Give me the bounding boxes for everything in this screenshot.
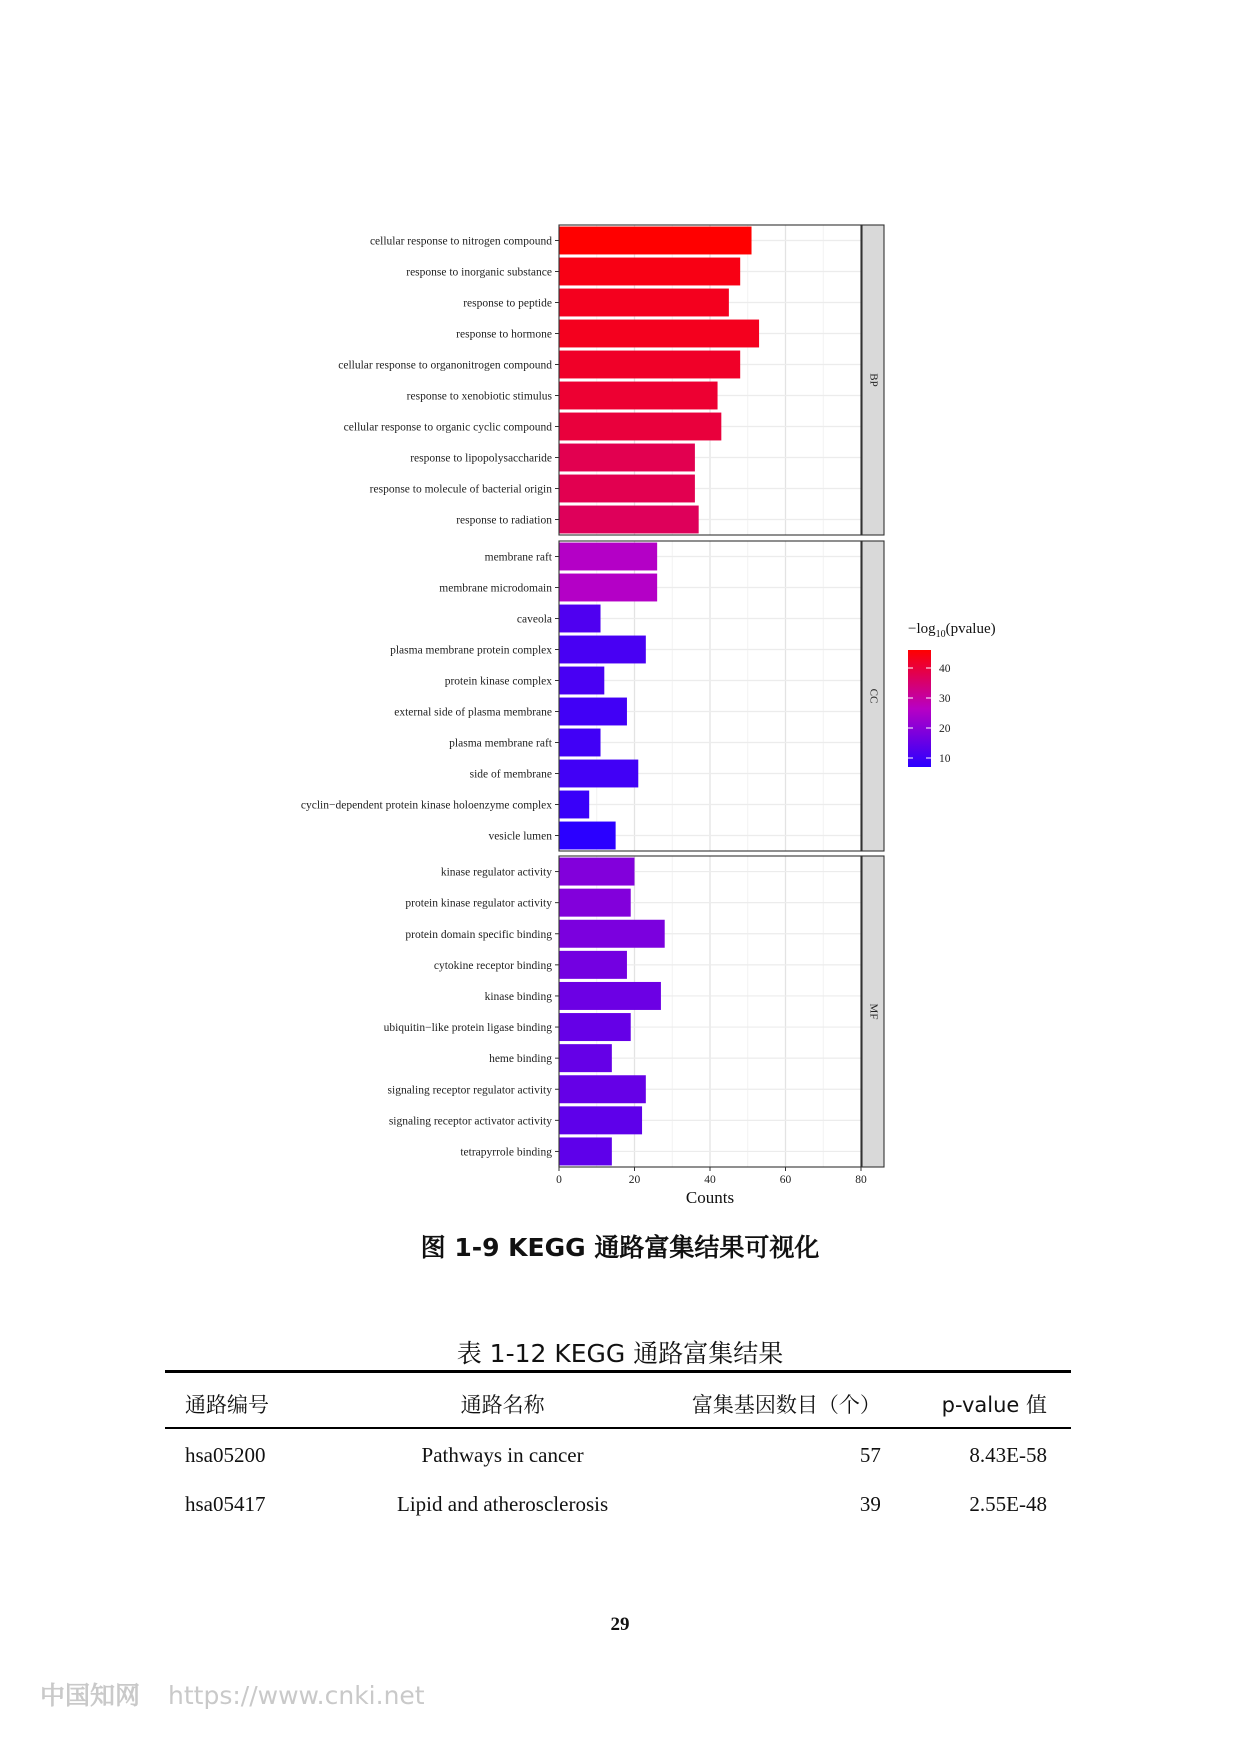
kegg-result-table: [165, 1370, 1071, 1537]
legend-tick-label: 10: [939, 753, 951, 765]
bar-mf: [559, 1075, 646, 1103]
bar-mf: [559, 1137, 612, 1165]
bar-bp: [559, 382, 718, 410]
figure-caption: 图 1-9 KEGG 通路富集结果可视化: [420, 1233, 820, 1262]
bar-cc: [559, 667, 604, 695]
legend-tick-label: 40: [939, 663, 951, 675]
x-tick-label: 40: [704, 1174, 716, 1186]
category-label: protein kinase complex: [444, 675, 552, 688]
table-row: [165, 1478, 1071, 1537]
category-label: side of membrane: [469, 768, 552, 781]
bar-bp: [559, 258, 740, 286]
bar-mf: [559, 1106, 642, 1134]
bar-cc: [559, 791, 589, 819]
bar-mf: [559, 982, 661, 1010]
bar-bp: [559, 351, 740, 379]
category-label: external side of plasma membrane: [394, 706, 552, 719]
bar-mf: [559, 920, 665, 948]
category-label: membrane raft: [484, 551, 552, 564]
category-label: cytokine receptor binding: [433, 959, 552, 972]
header-pathway-id: 通路编号: [165, 1372, 343, 1429]
table-row: [165, 1428, 1071, 1478]
bar-mf: [559, 951, 627, 979]
watermark-url: https://www.cnki.net: [168, 1681, 425, 1710]
legend-tick-label: 20: [939, 723, 951, 735]
bar-cc: [559, 543, 657, 571]
bar-cc: [559, 822, 616, 850]
category-label: signaling receptor regulator activity: [387, 1084, 552, 1097]
x-tick-label: 0: [556, 1174, 562, 1186]
category-label: response to inorganic substance: [406, 266, 552, 279]
category-label: membrane microdomain: [439, 582, 552, 595]
category-label: signaling receptor activator activity: [388, 1115, 552, 1128]
bar-bp: [559, 506, 699, 534]
category-label: response to hormone: [456, 328, 552, 341]
bar-bp: [559, 227, 752, 255]
header-p-value: p-value 值: [901, 1372, 1071, 1429]
legend-title: [908, 621, 996, 640]
legend-title-main: −log: [908, 621, 936, 637]
category-label: cellular response to nitrogen compound: [369, 235, 552, 248]
cell-gene-count: 39: [859, 1492, 881, 1516]
bar-mf: [559, 858, 635, 886]
facet-label: CC: [867, 688, 880, 704]
bar-cc: [559, 698, 627, 726]
category-label: response to peptide: [463, 297, 552, 310]
cell-pathway-id: hsa05417: [185, 1492, 266, 1516]
bar-bp: [559, 475, 695, 503]
legend-tick-label: 30: [939, 693, 951, 705]
cell-p-value: 8.43E-58: [969, 1443, 1047, 1467]
cell-pathway-name: Pathways in cancer: [421, 1443, 584, 1467]
cell-pathway-name: Lipid and atherosclerosis: [397, 1492, 609, 1516]
x-tick-label: 20: [628, 1174, 641, 1186]
category-label: plasma membrane protein complex: [390, 644, 552, 657]
cell-p-value: 2.55E-48: [969, 1492, 1047, 1516]
category-label: plasma membrane raft: [449, 737, 552, 750]
category-label: response to xenobiotic stimulus: [406, 390, 552, 403]
category-label: caveola: [516, 613, 552, 626]
header-gene-count: 富集基因数目（个）: [663, 1372, 901, 1429]
watermark-brand: 中国知网: [40, 1681, 141, 1710]
category-label: protein kinase regulator activity: [405, 897, 552, 910]
category-label: cellular response to organonitrogen compound: [338, 359, 552, 372]
cnki-watermark: [40, 1676, 425, 1712]
x-tick-label: 60: [779, 1174, 792, 1186]
bar-mf: [559, 1013, 631, 1041]
bar-mf: [559, 1044, 612, 1072]
facet-label: MF: [867, 1003, 880, 1020]
category-label: heme binding: [489, 1053, 552, 1066]
page-number: 29: [610, 1614, 630, 1635]
legend-title-subscript: 10: [935, 629, 946, 640]
x-axis-label: Counts: [685, 1188, 735, 1207]
table-title: 表 1-12 KEGG 通路富集结果: [456, 1339, 784, 1368]
category-label: cellular response to organic cyclic compound: [343, 421, 552, 434]
category-label: response to radiation: [456, 514, 552, 527]
cell-gene-count: 57: [859, 1443, 881, 1467]
bar-bp: [559, 444, 695, 472]
category-label: kinase regulator activity: [440, 866, 552, 879]
category-label: response to lipopolysaccharide: [410, 452, 552, 465]
category-label: kinase binding: [484, 990, 552, 1003]
category-label: vesicle lumen: [488, 830, 552, 843]
x-tick-label: 80: [855, 1174, 867, 1186]
category-label: tetrapyrrole binding: [460, 1146, 552, 1159]
bar-bp: [559, 289, 729, 317]
bar-cc: [559, 574, 657, 602]
bar-cc: [559, 729, 601, 757]
bar-bp: [559, 320, 759, 348]
bar-cc: [559, 760, 638, 788]
legend-title-tail: (pvalue): [945, 621, 996, 637]
table-header-row: [165, 1372, 1071, 1429]
header-pathway-name: 通路名称: [343, 1372, 663, 1429]
category-label: ubiquitin−like protein ligase binding: [383, 1022, 552, 1035]
bar-mf: [559, 889, 631, 917]
bar-cc: [559, 636, 646, 664]
category-label: response to molecule of bacterial origin: [369, 483, 552, 496]
category-label: protein domain specific binding: [405, 928, 552, 941]
bar-cc: [559, 605, 601, 633]
facet-label: BP: [867, 373, 880, 387]
category-label: cyclin−dependent protein kinase holoenzyme complex: [300, 799, 552, 812]
bar-bp: [559, 413, 721, 441]
cell-pathway-id: hsa05200: [185, 1443, 266, 1467]
